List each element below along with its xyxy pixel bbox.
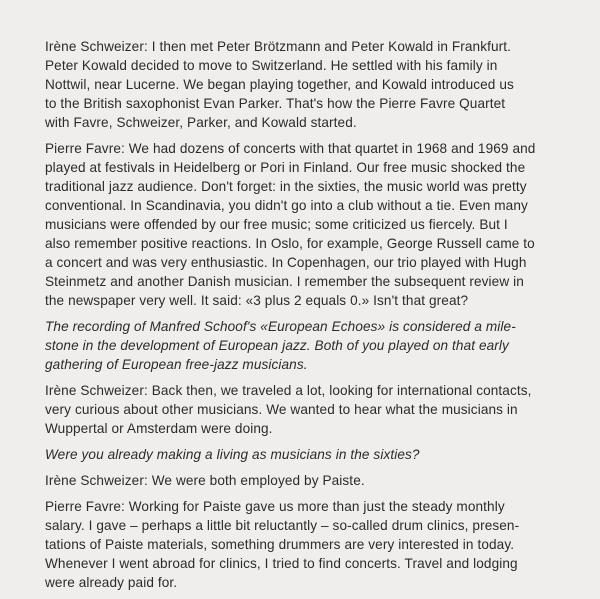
- question-european-echoes: The recording of Manfred Schoof's «European Echoes» is considered a mile- stone in the development of European jazz. Both of you played on that early gathering of European free-jazz musicians.: [45, 319, 516, 372]
- question-living-as-musicians: Were you already making a living as musicians in the sixties?: [45, 447, 420, 462]
- paragraph-schweizer-frankfurt: Irène Schweizer: I then met Peter Brötzmann and Peter Kowald in Frankfurt. Peter Kowald decided to move to Switzerland. He settled with his family in Nottwil, near Lucerne. We began playing together, and Kowald introduced us to the British saxophonist Evan Parker. That's how the Pierre Favre Quartet with Favre, Schweizer, Parker, and Kowald started.: [45, 39, 514, 130]
- paragraph-favre-paiste-clinics: Pierre Favre: Working for Paiste gave us more than just the steady monthly salary. I gave – perhaps a little bit reluctantly – so-called drum clinics, presen- tations of Paiste materials, something drummers are very interested in today. Whenever I went abroad for clinics, I tried to find concerts. Travel and lodging were already paid for.: [45, 499, 520, 590]
- paragraph-favre-quartet-concerts: Pierre Favre: We had dozens of concerts with that quartet in 1968 and 1969 and played at festivals in Heidelberg or Pori in Finland. Our free music shocked the traditional jazz audience. Don't forget: in the sixties, the music world was pretty conventional. In Scandinavia, you didn't go into a club without a tie. Even many musicians were offended by our free music; some criticized us fiercely. But I also remember positive reactions. In Oslo, for example, George Russell came to a concert and was very enthusiastic. In Copenhagen, our trio played with Hugh Steinmetz and another Danish musician. I remember the subsequent review in the newspaper very well. It said: «3 plus 2 equals 0.» Isn't that great?: [45, 141, 536, 308]
- document-page: [45, 37, 565, 599]
- paragraph-schweizer-travel: Irène Schweizer: Back then, we traveled a lot, looking for international contacts, very curious about other musicians. We wanted to hear what the musicians in Wuppertal or Amsterdam were doing.: [45, 383, 532, 436]
- paragraph-schweizer-paiste: Irène Schweizer: We were both employed by Paiste.: [45, 473, 365, 488]
